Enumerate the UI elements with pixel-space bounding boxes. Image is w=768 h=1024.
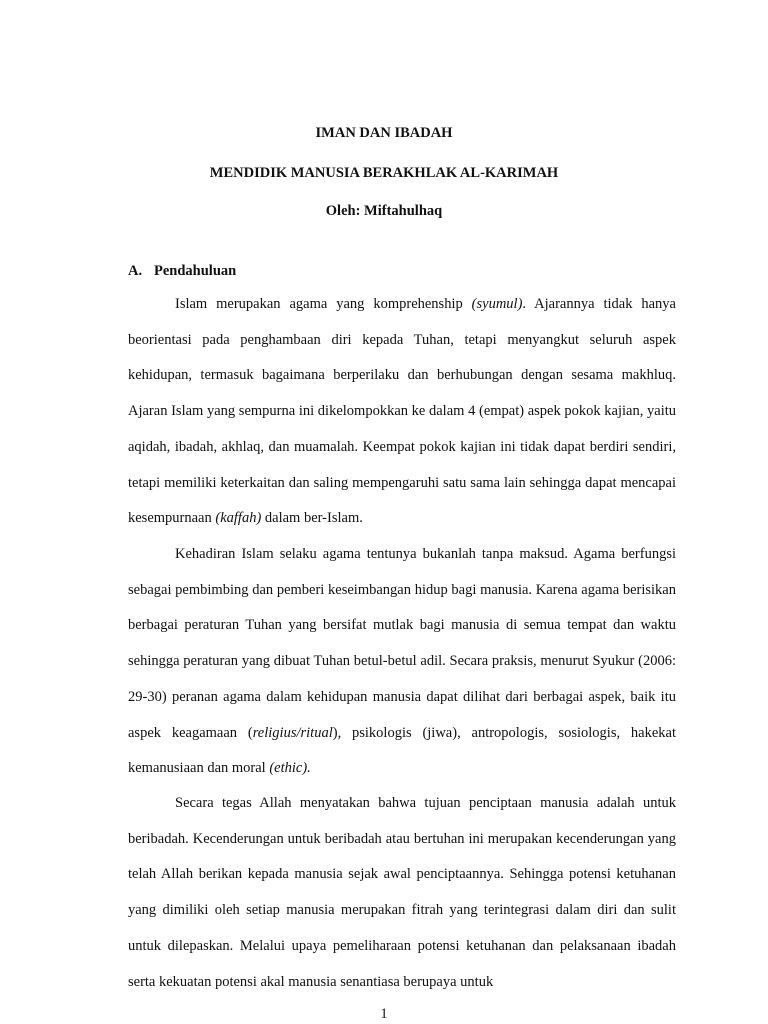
document-author: Oleh: Miftahulhaq bbox=[325, 203, 443, 219]
document-title: IMAN DAN IBADAH bbox=[315, 125, 453, 141]
paragraph bbox=[128, 786, 676, 1000]
section-title: Pendahuluan bbox=[154, 263, 237, 279]
paragraph-text: . Ajarannya tidak hanya beorientasi pada penghambaan diri kepada Tuhan, tetapi menyangkut seluruh aspek kehidupan, termasuk bagaimana berperilaku dan berhubungan dengan sesama makhluq. Ajaran Islam yang sempurna ini dikelompokkan ke dalam 4 (empat) aspek pokok kajian, yaitu aqidah, ibadah, akhlaq, dan muamalah. Keempat pokok kajian ini tidak dapat berdiri sendiri, tetapi memiliki keterkaitan dan saling mempengaruhi satu sama lain sehingga dapat mencapai kesempurnaan bbox=[128, 296, 676, 527]
italic-term: (kaffah) bbox=[215, 510, 262, 527]
paragraph-text: Secara tegas Allah menyatakan bahwa tujuan penciptaan manusia adalah untuk beribadah. Kecenderungan untuk beribadah atau bertuhan ini merupakan kecenderungan yang telah Allah berikan kepada manusia sejak awal penciptaannya. Sehingga potensi ketuhanan yang dimiliki oleh setiap manusia merupakan fitrah yang terintegrasi dalam diri dan sulit untuk dilepaskan. Melalui upaya pemeliharaan potensi ketuhanan dan pelaksanaan ibadah serta kekuatan potensi akal manusia senantiasa berupaya untuk bbox=[128, 795, 676, 990]
paragraph-text: Islam merupakan agama yang komprehenship bbox=[175, 296, 472, 312]
paragraph-text: Kehadiran Islam selaku agama tentunya bukanlah tanpa maksud. Agama berfungsi sebagai pembimbing dan pemberi keseimbangan hidup bagi manusia. Karena agama berisikan berbagai peraturan Tuhan yang bersifat mutlak bagi manusia di semua tempat dan waktu sehingga peraturan yang dibuat Tuhan betul-betul adil. Secara praksis, menurut Syukur (2006: 29-30) peranan agama dalam kehidupan manusia dapat dilihat dari berbagai aspek, baik itu aspek keagamaan ( bbox=[128, 546, 676, 741]
italic-term: religius/ritual bbox=[252, 724, 333, 741]
paragraph bbox=[128, 537, 676, 787]
paragraph bbox=[128, 287, 676, 537]
page-number: 1 bbox=[380, 1006, 388, 1022]
italic-term: (ethic). bbox=[269, 760, 311, 777]
section-heading bbox=[128, 261, 236, 281]
paragraph-text: ), psikologis (jiwa), antropologis, sosiologis, hakekat kemanusiaan dan moral bbox=[128, 724, 676, 777]
section-number: A. bbox=[128, 263, 143, 279]
paragraph-text: dalam ber-Islam. bbox=[261, 510, 363, 527]
italic-term: (syumul) bbox=[471, 296, 523, 312]
document-subtitle: MENDIDIK MANUSIA BERAKHLAK AL-KARIMAH bbox=[209, 165, 559, 181]
